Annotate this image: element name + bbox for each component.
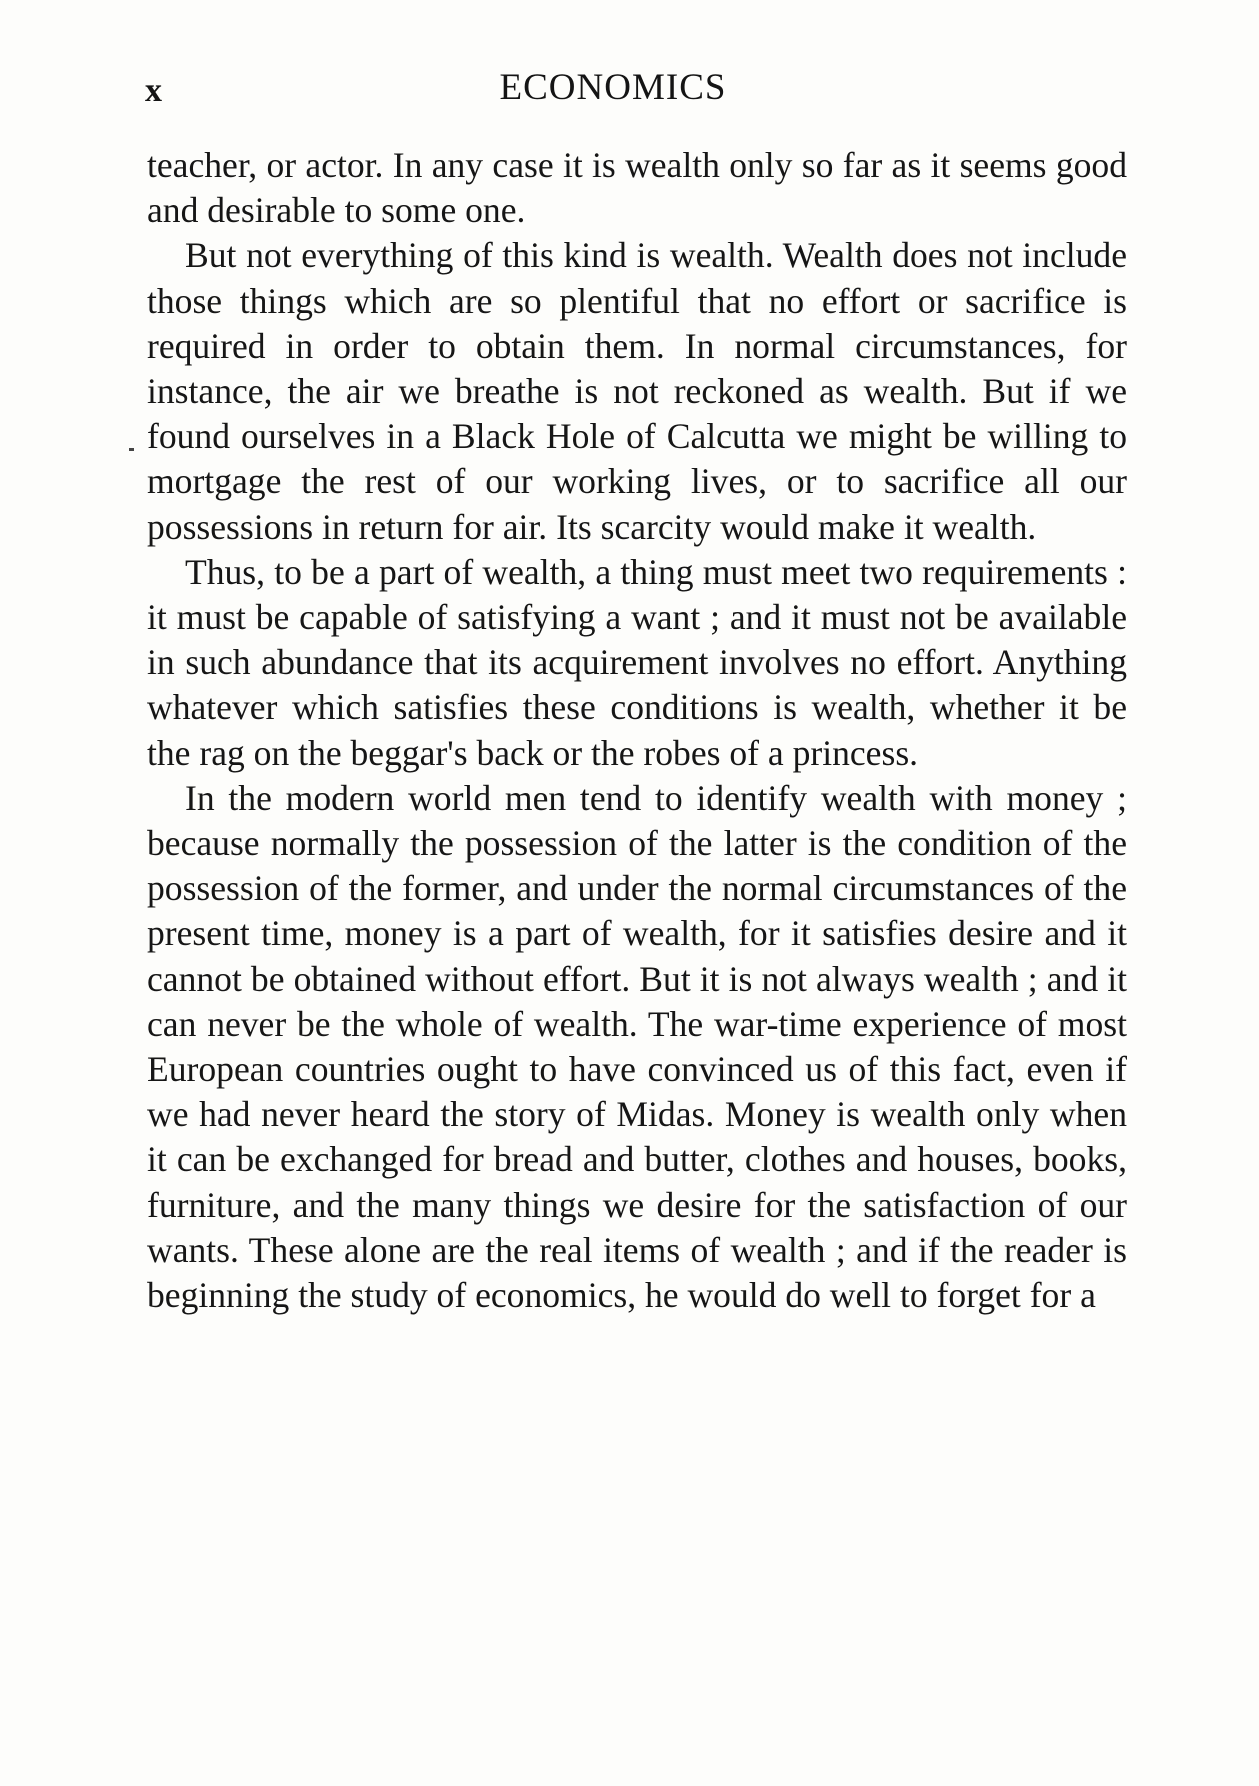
- page-number: x: [145, 72, 162, 109]
- paragraph-3: Thus, to be a part of wealth, a thing must meet two requirements : it must be capable of satisfying a want ; and it must not be available in such abundance that its acquirement involves no effort. Anything whatever which satisfies these conditions is wealth, whether it be the rag on the beggar's back or the robes of a princess.: [147, 551, 1127, 773]
- running-title: ECONOMICS: [499, 67, 727, 108]
- paragraph-1: teacher, or actor. In any case it is wealth only so far as it seems good and desirable to some one.: [147, 145, 1127, 231]
- paragraph-2: But not everything of this kind is wealth. Wealth does not include those things which are so plentiful that no effort or sacrifice is required in order to obtain them. In normal circumstances, for instance, the air we breathe is not reckoned as wealth. But if we found ourselves in a Black Hole of Calcutta we might be willing to mortgage the rest of our working lives, or to sacrifice all our possessions in return for air. Its scarcity would make it wealth.: [147, 235, 1127, 547]
- margin-mark: [129, 448, 134, 451]
- body-text: [147, 143, 1127, 1318]
- paragraph-4: In the modern world men tend to identify wealth with money ; because normally the possession of the latter is the condition of the possession of the former, and under the normal circumstances of the present time, money is a part of wealth, for it satisfies desire and it cannot be obtained without effort. But it is not always wealth ; and it can never be the whole of wealth. The war-time experience of most European countries ought to have convinced us of this fact, even if we had never heard the story of Midas. Money is wealth only when it can be exchanged for bread and butter, clothes and houses, books, furniture, and the many things we desire for the satisfaction of our wants. These alone are the real items of wealth ; and if the reader is beginning the study of economics, he would do well to forget for a: [147, 777, 1127, 1316]
- page-header: [145, 66, 1125, 116]
